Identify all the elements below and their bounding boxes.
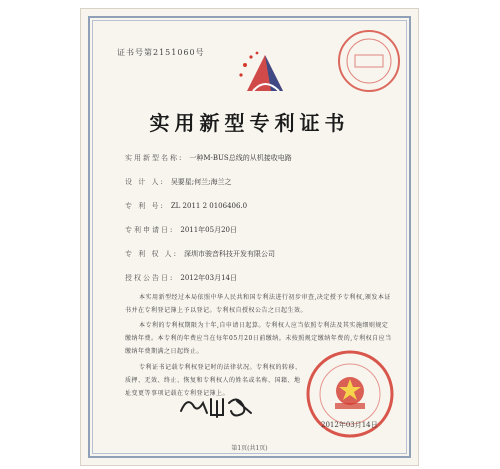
grant-date-value: 2012年03月14日 <box>180 274 237 282</box>
patent-number-value: ZL 2011 2 0106406.0 <box>170 202 248 210</box>
certificate-title: 实用新型专利证书 <box>149 111 350 135</box>
utility-name-value: 一种M-BUS总线的从机接收电路 <box>189 154 292 162</box>
patent-number-label: 专 利 号: <box>125 202 165 210</box>
sipo-emblem-icon <box>235 47 295 107</box>
issue-date-stamp: 2012年03月14日 <box>321 421 378 429</box>
certificate-number: 证书号第2151060号 <box>117 48 205 57</box>
body-paragraph: 本实用新型经过本局依照中华人民共和国专利法进行初步审查,决定授予专利权,颁发本证书并在专利登记簿上予以登记。专利权自授权公告之日起生效。 <box>125 294 391 314</box>
seal-stamp-icon <box>335 27 403 95</box>
utility-name-row <box>125 153 292 163</box>
certificate-sheet <box>80 8 419 466</box>
signature-icon <box>177 391 257 421</box>
filing-date-label: 专利申请日: <box>125 226 175 234</box>
patentee-row <box>125 249 275 259</box>
patentee-label: 专 利 权 人: <box>125 250 179 258</box>
filing-date-row <box>125 225 237 235</box>
patentee-value: 深圳市骏音科技开发有限公司 <box>184 250 276 258</box>
inventor-value: 吴要星;何兰;海兰之 <box>170 178 232 186</box>
inventor-label: 设 计 人: <box>125 178 165 186</box>
body-paragraph: 专利证书记载专利权登记时的法律状况。专利权的转移、质押、无效、终止、恢复和专利权人的姓名或名称、国籍、地址变更等事项记载在专利登记簿上。 <box>125 364 302 397</box>
inventor-row <box>125 177 232 187</box>
body-paragraph: 本专利的专利权期限为十年,自申请日起算。专利权人应当依照专利法及其实施细则规定缴纳年费。本专利的年费应当在每年05月20日前缴纳。未按照规定缴纳年费的,专利权自应当缴纳年费期满之日起终止。 <box>125 322 392 355</box>
grant-date-row <box>125 273 237 283</box>
page-indicator: 第1页(共1页) <box>231 445 268 452</box>
utility-name-label: 实用新型名称: <box>125 154 184 162</box>
filing-date-value: 2011年05月20日 <box>180 226 237 234</box>
grant-date-label: 授权公告日: <box>125 274 175 282</box>
patent-number-row <box>125 201 247 211</box>
